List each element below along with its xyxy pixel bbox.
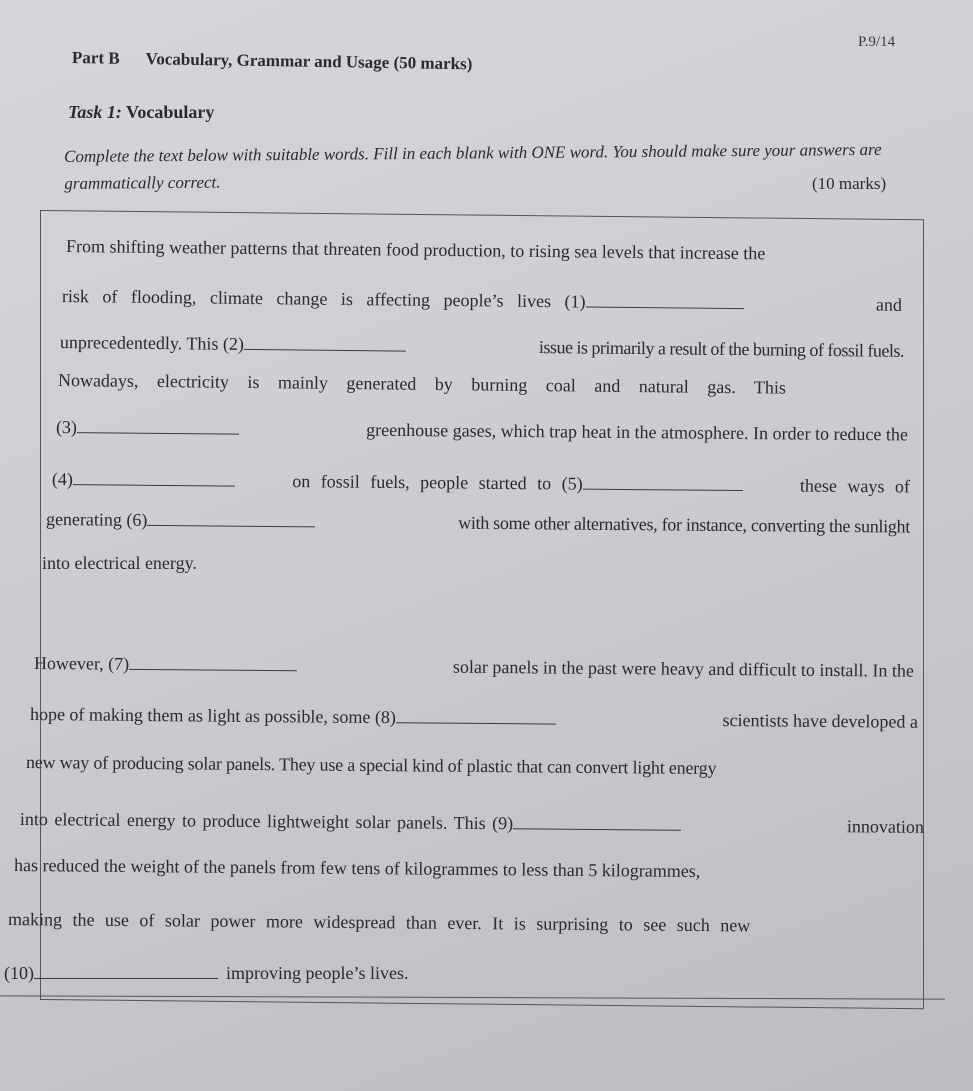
passage-text: (3)	[55, 417, 78, 438]
passage-text: these ways of	[799, 475, 911, 497]
answer-blank-7[interactable]	[129, 651, 297, 671]
passage-text: risk of flooding, climate change is affecting people’s lives (1)	[61, 286, 586, 312]
passage-text: Nowadays, electricity is mainly generated by burning coal and natural gas. This	[57, 370, 787, 398]
passage-text: scientists have developed a	[722, 710, 919, 732]
answer-blank-2[interactable]	[244, 325, 406, 352]
answer-blank-6[interactable]	[147, 507, 315, 527]
page-number: P.9/14	[858, 34, 896, 50]
answer-blank-3[interactable]	[77, 414, 239, 434]
passage-text: innovation	[846, 816, 925, 837]
passage-text: into electrical energy to produce lightweight solar panels. This (9)	[19, 809, 514, 834]
passage-line	[42, 553, 442, 574]
passage-text: generating (6)	[45, 509, 148, 530]
answer-blank-5[interactable]	[583, 467, 743, 491]
passage-text: with some other alternatives, for instance, converting the sunlight	[458, 512, 911, 537]
answer-blank-4[interactable]	[73, 466, 235, 486]
passage-text: From shifting weather patterns that threaten food production, to rising sea levels that increase the	[65, 236, 766, 264]
marks: (10 marks)	[812, 174, 887, 193]
passage-text: However, (7)	[33, 653, 130, 674]
passage-text: hope of making them as light as possible, some (8)	[29, 704, 397, 728]
passage-text: issue is primarily a result of the burning of fossil fuels.	[538, 337, 905, 361]
passage-text: solar panels in the past were heavy and difficult to install. In the	[452, 656, 915, 681]
task-label: Task 1:	[68, 102, 122, 122]
answer-blank-10[interactable]	[34, 960, 218, 979]
passage-text: (10)	[4, 963, 34, 983]
passage-text: into electrical energy.	[42, 553, 197, 573]
answer-blank-9[interactable]	[513, 806, 681, 830]
passage-text: making the use of solar power more widespread than ever. It is surprising to see such new	[7, 909, 751, 936]
passage-text: on fossil fuels, people started to (5)	[292, 471, 583, 494]
instructions: Complete the text below with suitable words. Fill in each blank with ONE word. You should make sure your answers are grammatically correct.	[64, 139, 882, 193]
passage-text: and	[875, 294, 903, 315]
part-label: Part B	[71, 48, 120, 68]
passage-text: has reduced the weight of the panels from few tens of kilogrammes to less than 5 kilogrammes,	[13, 855, 701, 881]
passage-text: new way of producing solar panels. They use a special kind of plastic that can convert light energy	[25, 752, 717, 779]
passage-text: (4)	[51, 469, 74, 490]
part-heading	[72, 48, 473, 74]
part-title: Vocabulary, Grammar and Usage (50 marks)	[145, 49, 473, 74]
passage-text: unprecedentedly. This (2)	[59, 332, 244, 354]
passage-text: improving people’s lives.	[226, 963, 409, 983]
answer-blank-1[interactable]	[585, 288, 743, 309]
passage-text: greenhouse gases, which trap heat in the atmosphere. In order to reduce the	[366, 419, 909, 445]
task-title	[68, 102, 214, 123]
task-name: Vocabulary	[126, 102, 215, 122]
answer-blank-8[interactable]	[396, 704, 556, 724]
passage-line	[4, 960, 604, 984]
